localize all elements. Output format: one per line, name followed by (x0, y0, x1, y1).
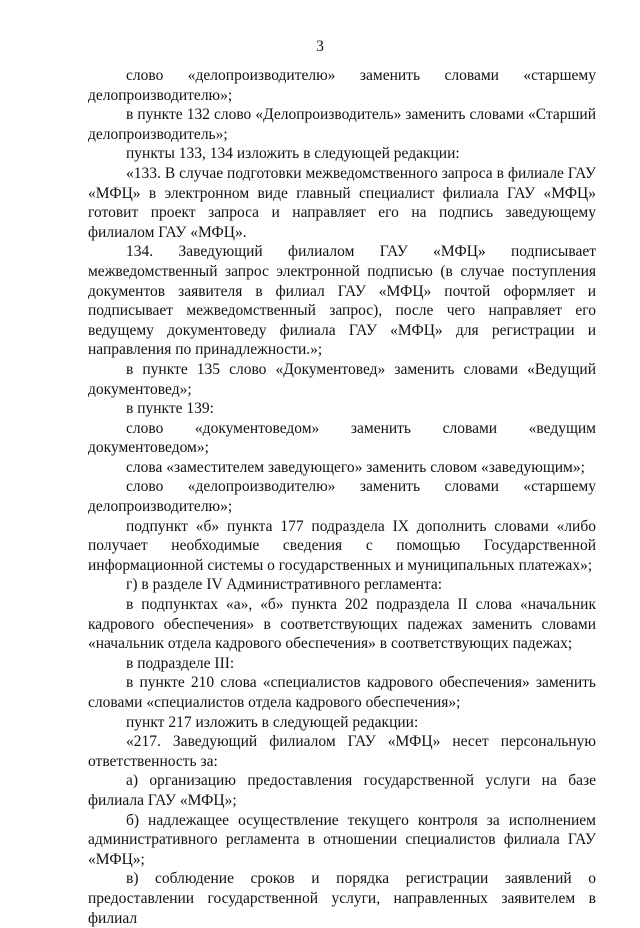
paragraph: в) соблюдение сроков и порядка регистрации заявлений о предоставлении государственной услуги, направленных заявителем в филиал (88, 870, 596, 927)
paragraph: в подпунктах «а», «б» пункта 202 подраздела II слова «начальник кадрового обеспечения» в соответствующих падежах заменить словами «начальник отдела кадрового обеспечения» в соответствующих падежах; (88, 596, 596, 653)
paragraph: в подразделе III: (126, 654, 235, 672)
paragraph: слово «делопроизводителю» заменить словами «старшему делопроизводителю»; (88, 67, 596, 104)
paragraph: пункты 133, 134 изложить в следующей редакции: (126, 145, 460, 163)
paragraph: в пункте 132 слово «Делопроизводитель» заменить словами «Старший делопроизводитель»; (88, 106, 596, 143)
paragraph: подпункт «б» пункта 177 подраздела IX дополнить словами «либо получает необходимые сведения с помощью Государственной информационной системы о государственных и муниципальных платежах»; (88, 517, 596, 574)
paragraph: в пункте 210 слова «специалистов кадрового обеспечения» заменить словами «специалистов отдела кадрового обеспечения»; (88, 674, 596, 711)
document-body (88, 66, 596, 928)
paragraph: слова «заместителем заведующего» заменить словом «заведующим»; (126, 458, 585, 476)
paragraph: «133. В случае подготовки межведомственного запроса в филиале ГАУ «МФЦ» в электронном виде главный специалист филиала ГАУ «МФЦ» готовит проект запроса и направляет его на подпись заведующему филиалом ГАУ «МФЦ». (88, 164, 596, 241)
paragraph: а) организацию предоставления государственной услуги на базе филиала ГАУ «МФЦ»; (88, 772, 596, 809)
paragraph: слово «делопроизводителю» заменить словами «старшему делопроизводителю»; (88, 478, 596, 516)
paragraph: пункт 217 изложить в следующей редакции: (126, 713, 419, 731)
paragraph: «217. Заведующий филиалом ГАУ «МФЦ» несет персональную ответственность за: (88, 733, 596, 770)
paragraph: 134. Заведующий филиалом ГАУ «МФЦ» подписывает межведомственный запрос электронной подписью (в случае поступления документов заявителя в филиал ГАУ «МФЦ» почтой оформляет и подписывает межведомственный запрос), после чего направляет его ведущему документоведу филиала ГАУ «МФЦ» для регистрации и направления по принадлежности.»; (88, 243, 596, 359)
paragraph: слово «документоведом» заменить словами «ведущим документоведом»; (88, 419, 596, 457)
paragraph: в пункте 135 слово «Документовед» заменить словами «Ведущий документовед»; (88, 360, 596, 398)
paragraph: б) надлежащее осуществление текущего контроля за исполнением административного регламента в отношении специалистов филиала ГАУ «МФЦ»; (88, 811, 596, 868)
paragraph: г) в разделе IV Административного регламента: (126, 576, 443, 594)
paragraph: в пункте 139: (126, 400, 214, 418)
page-number: 3 (316, 38, 324, 55)
